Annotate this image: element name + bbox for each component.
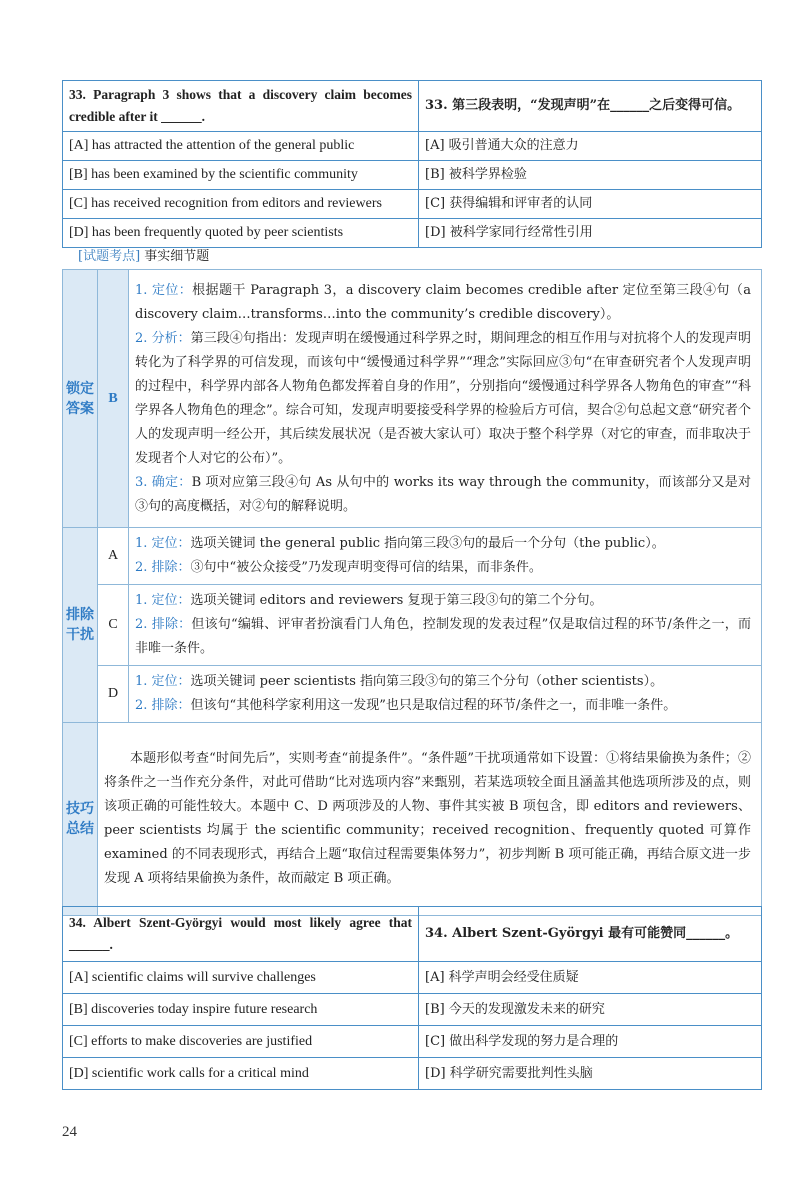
q33-option-a-en: [A] has attracted the attention of the general public (63, 132, 419, 161)
q33-option-row (63, 132, 762, 161)
exclude-body-d (129, 666, 762, 723)
q33-option-c-zh: [C] 获得编辑和评审者的认同 (419, 190, 762, 219)
label: 2. 分析： (135, 330, 191, 346)
q34-option-d-en: [D] scientific work calls for a critical mind (63, 1058, 419, 1090)
q33-option-d-en: [D] has been frequently quoted by peer scientists (63, 219, 419, 248)
page-number: 24 (62, 1124, 77, 1140)
q34-option-a-zh: [A] 科学声明会经受住质疑 (419, 962, 762, 994)
q34-option-row (63, 1058, 762, 1090)
label: 2. 排除： (135, 698, 191, 713)
label: 2. 排除： (135, 617, 192, 632)
label: 1. 定位： (135, 282, 193, 298)
text: B 项对应第三段④句 As 从句中的 works its way through the community，而该部分又是对③句的高度概括，对②句的解释说明。 (135, 474, 751, 514)
answer-item-confirm (135, 471, 751, 519)
label: 2. 排除： (135, 560, 191, 575)
text: 但该句“其他科学家利用这一发现”也只是取信过程的环节/条件之一，而非唯一条件。 (190, 698, 677, 713)
q34-option-c-en: [C] efforts to make discoveries are justified (63, 1026, 419, 1058)
exclude-category (63, 528, 98, 723)
test-point-tag: [试题考点] (78, 249, 141, 264)
skill-text: 本题形似考查“时间先后”，实则考查“前提条件”。“条件题”干扰项通常如下设置：①将结果偷换为条件；②将条件之一当作充分条件，对此可借助“比对选项内容”来甄别，若某选项较全面且涵盖其他选项所涉及的点，则该项正确的可能性较大。本题中 C、D 两项涉及的人物、事件其实被 B 项包含，即 editors and reviewers、peer scientists 均属于 the scientific community；received recognition、frequently quoted 可算作 examined 的不同表现形式，再结合上题“取信过程需要集体努力”，初步判断 B 项可能正确，再结合原文进一步发现 A 项将结果偷换为条件，故而敲定 B 项正确。 (104, 751, 751, 886)
label: 1. 定位： (135, 674, 191, 689)
answer-category-label: 锁定答案 (65, 380, 94, 417)
answer-item-analyze (135, 327, 751, 471)
text: 选项关键词 peer scientists 指向第三段③句的第三个分句（other scientists）。 (190, 674, 664, 689)
exclude-row-c (63, 585, 762, 666)
question-34-table (62, 906, 762, 1090)
q34-option-c-zh: [C] 做出科学发现的努力是合理的 (419, 1026, 762, 1058)
q33-option-b-en: [B] has been examined by the scientific community (63, 161, 419, 190)
skill-category-label: 技巧总结 (65, 801, 94, 837)
q33-question-zh: 33. 第三段表明，“发现声明”在______之后变得可信。 (419, 81, 762, 132)
answer-category (63, 270, 98, 528)
exclude-body-c (129, 585, 762, 666)
answer-row (63, 270, 762, 528)
test-point-text: 事实细节题 (144, 249, 210, 264)
q33-option-row (63, 161, 762, 190)
test-point-line (78, 245, 209, 264)
q34-question-zh: 34. Albert Szent-Györgyi 最有可能赞同______。 (419, 907, 762, 962)
exclude-row-d (63, 666, 762, 723)
answer-item-locate (135, 279, 751, 327)
text: 选项关键词 the general public 指向第三段③句的最后一个分句（the public）。 (190, 536, 665, 551)
text: 第三段④句指出：发现声明在缓慢通过科学界之时，期间理念的相互作用与对抗将个人的发现声明转化为了科学界的可信发现，而该句中“缓慢通过科学界”“理念”实际回应③句“在审查研究者个人发现声明的过程中，科学界内部各人物角色都发挥着自身的作用”，分别指向“缓慢通过科学界各人物角色的审查”“科学界各人物角色的理念”。综合可知，发现声明要接受科学界的检验后方可信，契合②句总起文意“研究者个人的发现声明一经公开，其后续发展状况（是否被大家认可）取决于整个科学界（对它的审查，而非取决于发现者个人对它的公布）”。 (135, 330, 751, 466)
answer-body (129, 270, 762, 528)
q33-option-b-zh: [B] 被科学界检验 (419, 161, 762, 190)
q34-option-a-en: [A] scientific claims will survive challenges (63, 962, 419, 994)
q33-option-d-zh: [D] 被科学家同行经常性引用 (419, 219, 762, 248)
q33-option-row (63, 219, 762, 248)
q34-option-row (63, 962, 762, 994)
q34-option-b-zh: [B] 今天的发现激发未来的研究 (419, 994, 762, 1026)
label: 1. 定位： (135, 536, 191, 551)
exclude-letter-a: A (98, 528, 129, 585)
text: 根据题干 Paragraph 3，a discovery claim becomes credible after 定位至第三段④句（a discovery claim…transforms…into the community’s credible discovery）。 (135, 282, 751, 322)
q34-option-row (63, 1026, 762, 1058)
question-33-table (62, 80, 762, 248)
answer-letter: B (98, 270, 129, 528)
text: 但该句“编辑、评审者扮演看门人角色，控制发现的发表过程”仅是取信过程的环节/条件之一，而非唯一条件。 (135, 617, 751, 656)
skill-category (63, 723, 98, 916)
text: 选项关键词 editors and reviewers 复现于第三段③句的第二个分句。 (190, 593, 603, 608)
label: 3. 确定： (135, 474, 192, 490)
q34-option-row (63, 994, 762, 1026)
text: ③句中“被公众接受”乃发现声明变得可信的结果，而非条件。 (190, 560, 542, 575)
q33-option-a-zh: [A] 吸引普通大众的注意力 (419, 132, 762, 161)
analysis-table (62, 269, 762, 916)
skill-body (98, 723, 762, 916)
exclude-letter-c: C (98, 585, 129, 666)
q34-option-d-zh: [D] 科学研究需要批判性头脑 (419, 1058, 762, 1090)
q33-option-c-en: [C] has received recognition from editors and reviewers (63, 190, 419, 219)
exclude-row-a (63, 528, 762, 585)
label: 1. 定位： (135, 593, 191, 608)
q34-question-en: 34. Albert Szent-Györgyi would most likely agree that ______. (63, 907, 419, 962)
skill-row (63, 723, 762, 916)
exclude-category-label: 排除干扰 (65, 607, 94, 643)
q34-option-b-en: [B] discoveries today inspire future research (63, 994, 419, 1026)
q33-option-row (63, 190, 762, 219)
q33-question-en: 33. Paragraph 3 shows that a discovery claim becomes credible after it ______. (63, 81, 419, 132)
exclude-letter-d: D (98, 666, 129, 723)
exclude-body-a (129, 528, 762, 585)
